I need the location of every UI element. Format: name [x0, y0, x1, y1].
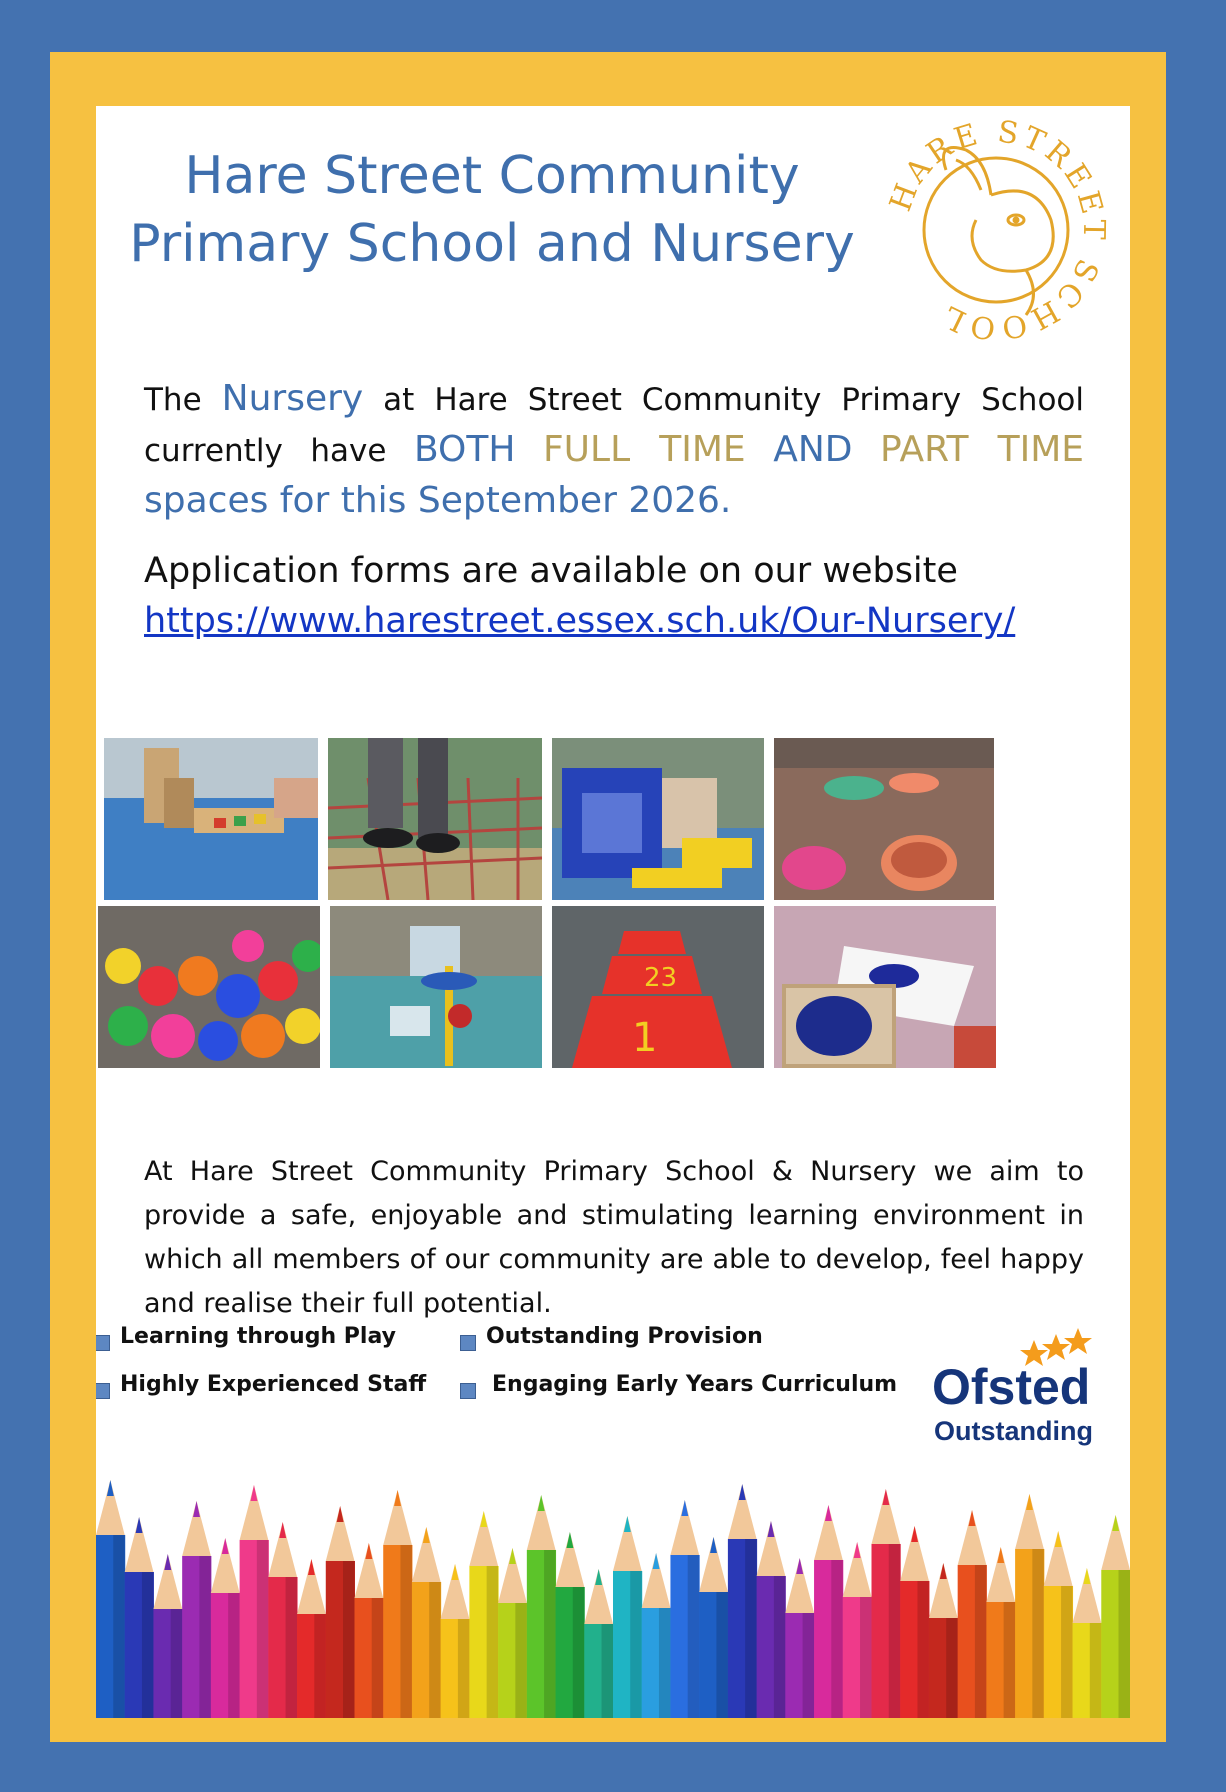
climbing-net-photo: [328, 738, 542, 900]
pencil-icon: [986, 1547, 1015, 1718]
water-play-photo: [330, 906, 542, 1068]
pencil-icon: [1101, 1515, 1130, 1718]
pencil-icon: [240, 1485, 269, 1718]
part-time-highlight: PART TIME: [880, 429, 1085, 470]
pencil-icon: [900, 1526, 929, 1718]
number-mats-photo: [552, 906, 764, 1068]
coloured-pencils-border: [96, 1460, 1130, 1718]
pencil-icon: [297, 1559, 326, 1718]
bristle-blocks-photo: [98, 906, 320, 1068]
pencil-icon: [872, 1489, 901, 1718]
pencil-icon: [211, 1538, 240, 1718]
pencil-icon: [728, 1484, 757, 1718]
pencil-icon: [383, 1490, 412, 1718]
pencil-icon: [843, 1542, 872, 1718]
wooden-blocks-photo: [104, 738, 318, 900]
square-bullet-icon: [460, 1335, 476, 1351]
bullet-staff: Highly Experienced Staff: [96, 1372, 426, 1399]
pencil-icon: [1044, 1531, 1073, 1718]
pencil-icon: [814, 1505, 843, 1718]
pencil-icon: [670, 1500, 699, 1718]
intro-text: at Hare Street Community Primary School currently have: [144, 382, 1084, 469]
pencil-icon: [326, 1506, 355, 1718]
svg-text:1: 1: [632, 1015, 658, 1061]
pencil-icon: [441, 1564, 470, 1718]
pencil-icon: [1073, 1568, 1102, 1718]
pencil-icon: [469, 1511, 498, 1718]
pencil-icon: [498, 1548, 527, 1718]
title-line-1: Hare Street Community: [184, 146, 800, 206]
ofsted-rating: Outstanding: [934, 1416, 1093, 1446]
pencil-icon: [958, 1510, 987, 1718]
logo-text: HARE STREET SCHOOL: [883, 114, 1112, 346]
pencil-icon: [584, 1569, 613, 1718]
bullet-curriculum: Engaging Early Years Curriculum: [460, 1372, 897, 1399]
intro-paragraph: [144, 374, 1084, 527]
square-bullet-icon: [96, 1335, 110, 1351]
hand-painting-photo: [774, 906, 996, 1068]
intro-text: The: [144, 382, 222, 418]
spaces-text: spaces for this September 2026.: [144, 480, 732, 521]
pencil-icon: [182, 1501, 211, 1718]
photo-grid: [104, 738, 1122, 1108]
aims-paragraph: At Hare Street Community Primary School & Nursery we aim to provide a safe, enjoyable and stimulating learning environment in which all members of our community are able to develop, feel happy and realise their full potential.: [144, 1156, 1084, 1319]
application-text: Application forms are available on our website: [144, 551, 958, 591]
ofsted-badge: [930, 1324, 1120, 1454]
svg-text:23: 23: [644, 963, 678, 993]
pencil-icon: [757, 1521, 786, 1718]
full-time-highlight: FULL TIME: [542, 429, 746, 470]
pencil-icon: [412, 1527, 441, 1718]
pencil-icon: [1015, 1494, 1044, 1718]
construction-toys-photo: [552, 738, 764, 900]
pencil-icon: [268, 1522, 297, 1718]
svg-text:HARE STREET SCHOOL: [883, 114, 1111, 345]
pencil-icon: [699, 1537, 728, 1718]
pencil-icon: [613, 1516, 642, 1718]
both-highlight: BOTH: [413, 429, 516, 470]
and-highlight: AND: [773, 429, 853, 470]
school-logo: [876, 110, 1116, 350]
bullet-provision: Outstanding Provision: [460, 1324, 763, 1351]
pencil-icon: [556, 1532, 585, 1718]
pencil-icon: [96, 1480, 125, 1718]
page-title: [112, 142, 872, 278]
pencil-icon: [527, 1495, 556, 1718]
pencil-icon: [355, 1543, 384, 1718]
website-link[interactable]: https://www.harestreet.essex.sch.uk/Our-Nursery/: [144, 601, 1016, 641]
bullet-learning: Learning through Play: [96, 1324, 396, 1351]
poster: [96, 106, 1130, 1718]
pencil-icon: [153, 1554, 182, 1718]
nursery-highlight: Nursery: [221, 378, 364, 419]
title-line-2: Primary School and Nursery: [129, 214, 855, 274]
pencil-icon: [125, 1517, 154, 1718]
pencil-icon: [642, 1553, 671, 1718]
application-paragraph: [144, 546, 1084, 646]
square-bullet-icon: [96, 1383, 110, 1399]
ofsted-name: Ofsted: [932, 1359, 1091, 1415]
pencil-icon: [929, 1563, 958, 1718]
square-bullet-icon: [460, 1383, 476, 1399]
pencil-icon: [785, 1558, 814, 1718]
sensory-tray-photo: [774, 738, 994, 900]
